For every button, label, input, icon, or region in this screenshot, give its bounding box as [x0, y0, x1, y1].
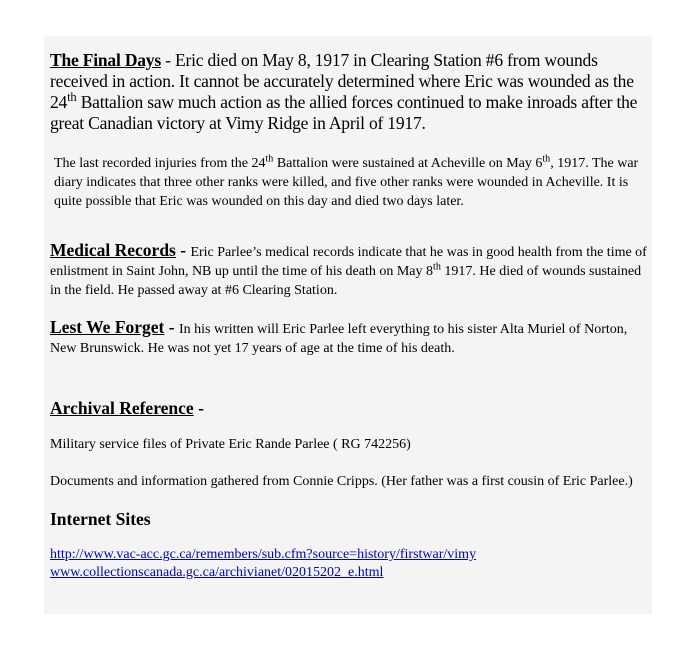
injuries-paragraph: The last recorded injuries from the 24th Battalion were sustained at Acheville on May 6th, 1917. The war diary indicates that three other ranks were killed, and five other ranks were wounded in Acheville. It is quite possible that Eric was wounded on this day and died two days later.: [54, 153, 639, 209]
lest-we-forget-heading: Lest We Forget: [50, 317, 165, 337]
internet-links: [50, 546, 652, 582]
link-vac-acc[interactable]: http://www.vac-acc.gc.ca/remembers/sub.cfm?source=history/firstwar/vimy: [50, 547, 477, 562]
internet-sites-heading: Internet Sites: [50, 509, 151, 529]
document-body: [50, 50, 652, 582]
archival-reference-heading: Archival Reference -: [50, 398, 204, 418]
archival-line-2: Documents and information gathered from Connie Cripps. (Her father was a first cousin of Eric Parlee.): [50, 474, 633, 489]
final-days-paragraph: The Final Days - Eric died on May 8, 1917 in Clearing Station #6 from wounds received in action. It cannot be accurately determined where Eric was wounded as the 24th Battalion saw much action as the allied forces continued to make inroads after the great Canadian victory at Vimy Ridge in April of 1917.: [50, 50, 638, 133]
medical-records-heading: Medical Records: [50, 240, 176, 260]
archival-line-1: Military service files of Private Eric Rande Parlee ( RG 742256): [50, 437, 411, 452]
lest-we-forget-paragraph: Lest We Forget - In his written will Eric Parlee left everything to his sister Alta Muriel of Norton, New Brunswick. He was not yet 17 years of age at the time of his death.: [50, 317, 628, 356]
link-collections-canada[interactable]: www.collectionscanada.gc.ca/archivianet/02015202_e.html: [50, 565, 384, 580]
medical-records-paragraph: Medical Records - Eric Parlee’s medical records indicate that he was in good health from the time of enlistment in Saint John, NB up until the time of his death on May 8th 1917. He died of wounds sustained in the field. He passed away at #6 Clearing Station.: [50, 240, 647, 298]
final-days-heading: The Final Days: [50, 50, 161, 70]
